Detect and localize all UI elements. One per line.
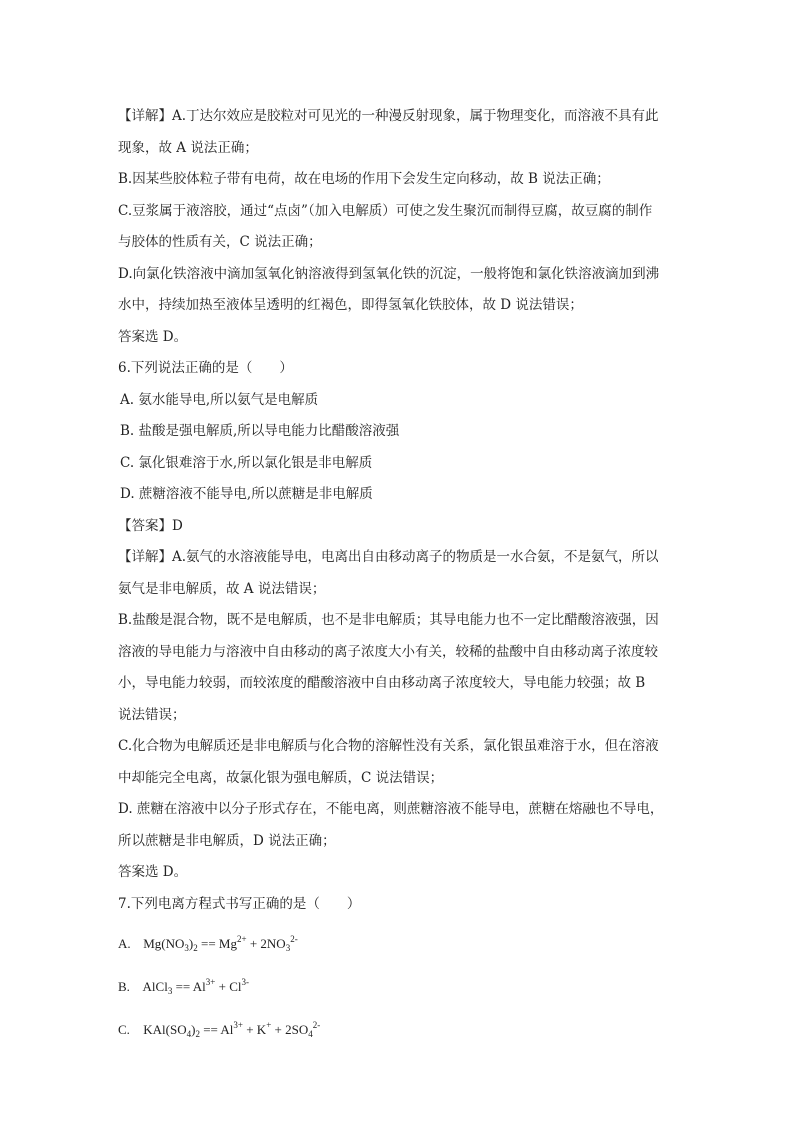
q7-option-b-label: B.: [118, 979, 130, 994]
formula-subscript: 4: [186, 1029, 192, 1039]
q6-option-d: D. 蔗糖溶液不能导电,所以蔗糖是非电解质: [120, 486, 373, 502]
q6-explanation-line-5: 小，导电能力较弱，而较浓度的醋酸溶液中自由移动离子浓度较大，导电能力较强；故 B: [118, 675, 646, 691]
formula-text: AlCl: [142, 979, 168, 994]
formula-subscript: 3: [184, 943, 189, 953]
q6-option-b: B. 盐酸是强电解质,所以导电能力比醋酸溶液强: [120, 423, 400, 439]
q6-answer: 【答案】D: [118, 517, 183, 534]
q5-explanation-line-4: C.豆浆属于液溶胶，通过“点卤”（加入电解质）可使之发生聚沉而制得豆腐，故豆腐的制作: [118, 202, 653, 219]
formula-charge: 3+: [205, 977, 216, 987]
q5-explanation-line-6: D.向氯化铁溶液中滴加氢氧化钠溶液得到氢氧化铁的沉淀，一般将饱和氯化铁溶液滴加到沸: [118, 265, 660, 282]
q5-explanation-line-1: 【详解】A.丁达尔效应是胶粒对可见光的一种漫反射现象，属于物理变化，而溶液不具有此: [118, 108, 659, 124]
formula-charge: 2-: [290, 934, 298, 944]
q7-stem: 7.下列电离方程式书写正确的是（ ）: [118, 895, 361, 912]
q6-explanation-line-3: B.盐酸是混合物，既不是电解质，也不是非电解质；其导电能力也不一定比醋酸溶液强，因: [118, 612, 659, 628]
formula-subscript: 2: [193, 943, 198, 953]
formula-text: KAl(SO: [143, 1022, 187, 1037]
q6-explanation-line-10: 所以蔗糖是非电解质，D 说法正确；: [118, 832, 336, 849]
formula-text: == Al: [199, 1022, 234, 1037]
q6-answer-conclusion: 答案选 D。: [118, 864, 188, 880]
q6-explanation-line-7: C.化合物为电解质还是非电解质与化合物的溶解性没有关系，氯化银虽难溶于水，但在溶液: [118, 738, 659, 754]
formula-text: == Mg: [197, 936, 237, 951]
q6-explanation-line-9: D. 蔗糖在溶液中以分子形式存在，不能电离，则蔗糖溶液不能导电，蔗糖在熔融也不导电，: [118, 801, 664, 817]
formula-text: + 2SO: [271, 1022, 309, 1037]
formula-subscript: 3: [285, 943, 291, 953]
q6-option-a: A. 氨水能导电,所以氨气是电解质: [120, 391, 319, 408]
q5-answer-conclusion: 答案选 D。: [118, 328, 188, 345]
q5-explanation-line-5: 与胶体的性质有关，C 说法正确；: [118, 234, 322, 250]
formula-text: ): [188, 936, 194, 951]
q5-explanation-line-2: 现象，故 A 说法正确；: [118, 139, 258, 156]
q7-option-b: [118, 965, 678, 1008]
q7-option-c-label: C.: [118, 1022, 130, 1037]
q6-stem: 6.下列说法正确的是（ ）: [118, 360, 293, 376]
q6-explanation-line-2: 氨气是非电解质，故 A 说法错误；: [118, 580, 326, 597]
formula-subscript: 2: [195, 1029, 200, 1039]
q6-explanation-line-8: 中却能完全电离，故氯化银为强电解质，C 说法错误；: [118, 769, 444, 786]
formula-charge: 3+: [233, 1020, 243, 1030]
q6-explanation-line-4: 溶液的导电能力与溶液中自由移动的离子浓度大小有关，较稀的盐酸中自由移动离子浓度较: [118, 643, 658, 660]
formula-subscript: 3: [167, 986, 173, 996]
formula-subscript: 4: [308, 1029, 313, 1039]
formula-text: + 2NO: [246, 936, 286, 951]
formula-charge: +: [266, 1020, 272, 1030]
q6-explanation-line-6: 说法错误；: [118, 706, 186, 723]
formula-text: + K: [242, 1022, 267, 1037]
formula-text: == Al: [172, 979, 206, 994]
q7-option-c: [118, 1008, 678, 1051]
page-content: [118, 101, 678, 1051]
q6-explanation-line-1: 【详解】A.氨气的水溶液能导电，电离出自由移动离子的物质是一水合氨，不是氨气，所以: [118, 549, 659, 565]
q6-option-c: C. 氯化银难溶于水,所以氯化银是非电解质: [120, 454, 373, 471]
formula-text: ): [191, 1022, 196, 1037]
q5-explanation-line-7: 水中，持续加热至液体呈透明的红褐色，即得氢氧化铁胶体，故 D 说法错误；: [118, 297, 583, 313]
q7-option-a-label: A.: [118, 936, 131, 951]
q7-option-a: [118, 922, 678, 965]
q5-explanation-line-3: B.因某些胶体粒子带有电荷，故在电场的作用下会发生定向移动，故 B 说法正确；: [118, 171, 610, 187]
formula-charge: 2-: [312, 1020, 321, 1030]
formula-charge: 3-: [241, 977, 249, 987]
formula-text: Mg(NO: [143, 936, 185, 951]
formula-charge: 2+: [237, 934, 247, 944]
formula-text: + Cl: [215, 979, 242, 994]
